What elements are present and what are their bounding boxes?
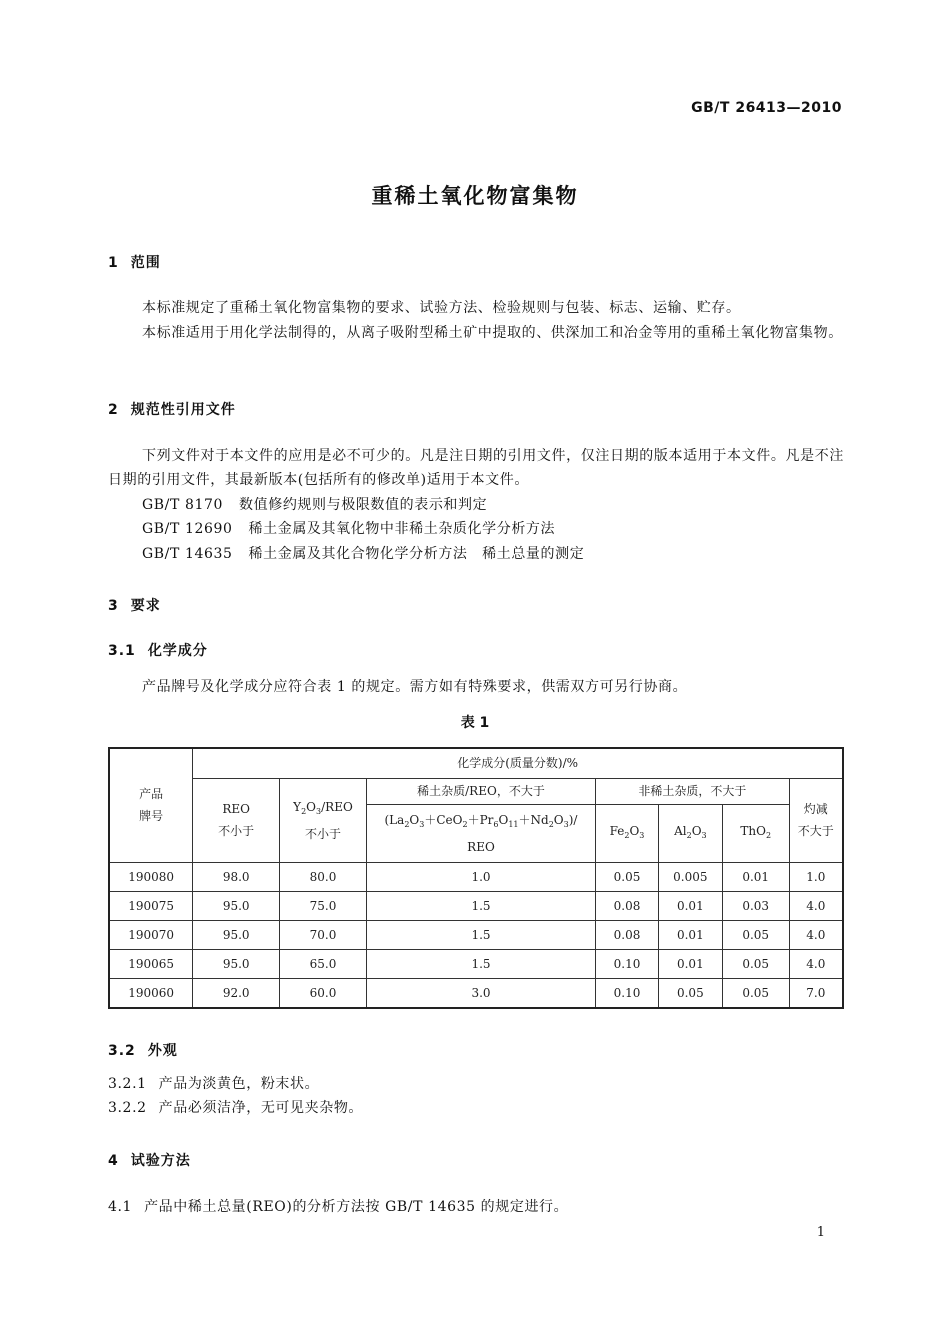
document-title: 重稀土氧化物富集物 [371, 184, 579, 208]
table-cell: 0.01 [658, 891, 722, 920]
table-row [109, 891, 843, 920]
table-cell: 70.0 [280, 920, 367, 949]
table-cell: 65.0 [280, 949, 367, 978]
page-number: 1 [816, 1225, 825, 1240]
table-cell: 95.0 [193, 949, 280, 978]
table-cell: 1.5 [366, 891, 595, 920]
section-3-1-para: 产品牌号及化学成分应符合表 1 的规定。需方如有特殊要求，供需双方可另行协商。 [142, 679, 688, 695]
table-cell: 190080 [109, 862, 193, 891]
table-cell: 0.10 [596, 949, 659, 978]
table-row [109, 862, 843, 891]
al2o3-header: $Al_2O_3$ [658, 804, 722, 862]
section-4-heading: 4 试验方法 [108, 1153, 191, 1169]
section-1-para-1: 本标准规定了重稀土氧化物富集物的要求、试验方法、检验规则与包装、标志、运输、贮存。 [142, 300, 741, 316]
table-cell: 190075 [109, 891, 193, 920]
table-cell: 1.0 [366, 862, 595, 891]
table-cell: 0.005 [658, 862, 722, 891]
standard-code: GB/T 26413—2010 [691, 100, 842, 116]
table-row [109, 978, 843, 1008]
table-cell: 1.5 [366, 949, 595, 978]
table-cell: 0.01 [658, 949, 722, 978]
loss-header: 灼减 不大于 [789, 778, 843, 862]
table-cell: 0.01 [658, 920, 722, 949]
table-cell: 1.0 [789, 862, 843, 891]
section-3-2-2: 3.2.2 产品必须洁净，无可见夹杂物。 [108, 1100, 364, 1116]
non-re-impurity-header: 非稀土杂质，不大于 [596, 778, 790, 804]
table-cell: 0.05 [596, 862, 659, 891]
re-impurity-formula: $(La_2O_3+CeO_2+Pr_6O_{11}+Nd_2O_3)/$ REO [366, 804, 595, 862]
reo-header: REO 不小于 [193, 778, 280, 862]
tho2-header: ThO$_2$ [722, 804, 789, 862]
fe2o3-header: $Fe_2O_3$ [596, 804, 659, 862]
y2o3-header: $Y_2O_3$/REO 不小于 [280, 778, 367, 862]
reference-item: GB/T 12690 稀土金属及其氧化物中非稀土杂质化学分析方法 [142, 521, 556, 537]
table-cell: 0.01 [722, 862, 789, 891]
table-caption: 表 1 [460, 715, 490, 731]
section-3-2-heading: 3.2 外观 [108, 1043, 178, 1059]
table-cell: 0.05 [722, 920, 789, 949]
table-cell: 190070 [109, 920, 193, 949]
table-cell: 98.0 [193, 862, 280, 891]
table-cell: 7.0 [789, 978, 843, 1008]
section-2-para-1: 下列文件对于本文件的应用是必不可少的。凡是注日期的引用文件，仅注日期的版本适用于本文件。凡是不注日期的引用文件，其最新版本(包括所有的修改单)适用于本文件。 [108, 448, 844, 488]
table-row [109, 920, 843, 949]
section-1-heading: 1 范围 [108, 255, 161, 271]
table-cell: 4.0 [789, 891, 843, 920]
section-1-para-2: 本标准适用于用化学法制得的，从离子吸附型稀土矿中提取的、供深加工和冶金等用的重稀土氧化物富集物。 [142, 325, 843, 341]
table-cell: 95.0 [193, 920, 280, 949]
section-2-heading: 2 规范性引用文件 [108, 402, 236, 418]
table-cell: 4.0 [789, 920, 843, 949]
chem-header: 化学成分(质量分数)/% [193, 748, 843, 778]
table-cell: 0.08 [596, 891, 659, 920]
section-3-1-heading: 3.1 化学成分 [108, 643, 208, 659]
re-impurity-header: 稀土杂质/REO，不大于 [366, 778, 595, 804]
table-cell: 0.05 [722, 978, 789, 1008]
reference-item: GB/T 8170 数值修约规则与极限数值的表示和判定 [142, 497, 488, 513]
reference-item: GB/T 14635 稀土金属及其化合物化学分析方法 稀土总量的测定 [142, 546, 585, 562]
section-4-1: 4.1 产品中稀土总量(REO)的分析方法按 GB/T 14635 的规定进行。 [108, 1199, 569, 1215]
table-row [109, 949, 843, 978]
section-3-heading: 3 要求 [108, 598, 161, 614]
table-cell: 0.10 [596, 978, 659, 1008]
table-cell: 75.0 [280, 891, 367, 920]
composition-table [108, 747, 844, 1009]
table-cell: 190060 [109, 978, 193, 1008]
table-cell: 0.05 [658, 978, 722, 1008]
table-cell: 4.0 [789, 949, 843, 978]
section-3-2-1: 3.2.1 产品为淡黄色，粉末状。 [108, 1076, 320, 1092]
brand-header: 产品 牌号 [109, 748, 193, 862]
table-cell: 92.0 [193, 978, 280, 1008]
table-cell: 80.0 [280, 862, 367, 891]
table-cell: 0.08 [596, 920, 659, 949]
table-cell: 3.0 [366, 978, 595, 1008]
table-cell: 0.05 [722, 949, 789, 978]
table-cell: 60.0 [280, 978, 367, 1008]
table-cell: 95.0 [193, 891, 280, 920]
table-cell: 0.03 [722, 891, 789, 920]
table-cell: 190065 [109, 949, 193, 978]
table-cell: 1.5 [366, 920, 595, 949]
